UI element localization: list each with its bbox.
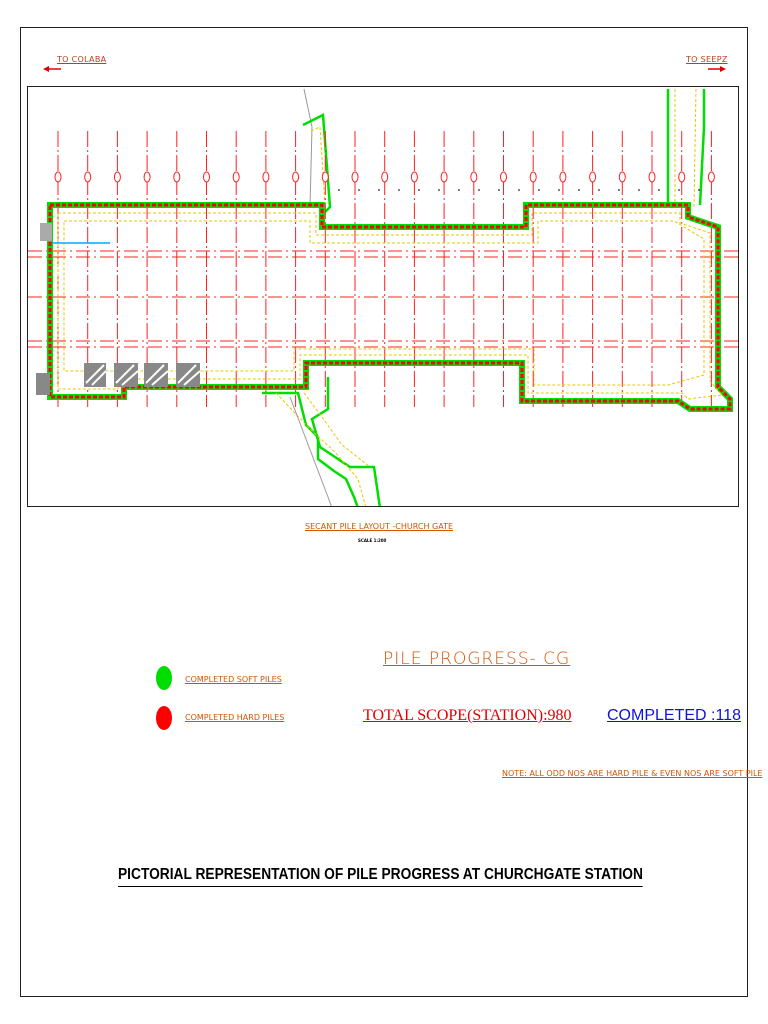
- progress-title: PILE PROGRESS- CG: [383, 649, 571, 669]
- plan-drawing: [28, 87, 739, 507]
- grid-bubble: [114, 172, 120, 182]
- grid-bubble: [649, 172, 655, 182]
- drawing-scale: SCALE 1:200: [358, 538, 387, 543]
- grid-bubble: [708, 172, 714, 182]
- hard-pile-legend-swatch: [156, 706, 172, 730]
- soft-pile-legend-swatch: [156, 666, 172, 690]
- grid-bubble: [441, 172, 447, 182]
- arrow-right-icon: [706, 65, 726, 73]
- grid-bubble: [679, 172, 685, 182]
- hard-pile-legend-label: COMPLETED HARD PILES: [185, 713, 285, 722]
- page-title: PICTORIAL REPRESENTATION OF PILE PROGRESS AT CHURCHGATE STATION: [118, 866, 643, 887]
- grid-bubble: [352, 172, 358, 182]
- direction-right-label: TO SEEPZ: [686, 55, 728, 64]
- grid-lines-horizontal: [28, 251, 739, 347]
- grid-bubble: [619, 172, 625, 182]
- grid-bubble: [233, 172, 239, 182]
- completed-count: COMPLETED :118: [607, 707, 741, 724]
- lower-access-shaft: [262, 377, 380, 507]
- grid-bubble: [204, 172, 210, 182]
- grid-bubble: [85, 172, 91, 182]
- grid-bubble: [144, 172, 150, 182]
- grid-bubbles: [55, 172, 714, 182]
- grid-bubble: [322, 172, 328, 182]
- grid-bubble: [293, 172, 299, 182]
- grid-bubble: [263, 172, 269, 182]
- grid-bubble: [55, 172, 61, 182]
- grid-bubble: [174, 172, 180, 182]
- drawing-caption: SECANT PILE LAYOUT -CHURCH GATE: [305, 522, 454, 531]
- platform-hatch-blocks: [36, 223, 200, 395]
- secant-pile-plan: [27, 86, 739, 507]
- grid-bubble: [560, 172, 566, 182]
- grid-bubble: [382, 172, 388, 182]
- pile-note: NOTE: ALL ODD NOS ARE HARD PILE & EVEN NOS ARE SOFT PILE: [502, 769, 763, 778]
- soft-pile-legend-label: COMPLETED SOFT PILES: [185, 675, 282, 684]
- grid-bubble: [590, 172, 596, 182]
- grid-bubble: [411, 172, 417, 182]
- total-scope: TOTAL SCOPE(STATION):980: [363, 707, 572, 724]
- grid-bubble: [471, 172, 477, 182]
- direction-left-label: TO COLABA: [57, 55, 107, 64]
- grid-bubble: [530, 172, 536, 182]
- arrow-left-icon: [43, 65, 63, 73]
- grid-bubble: [501, 172, 507, 182]
